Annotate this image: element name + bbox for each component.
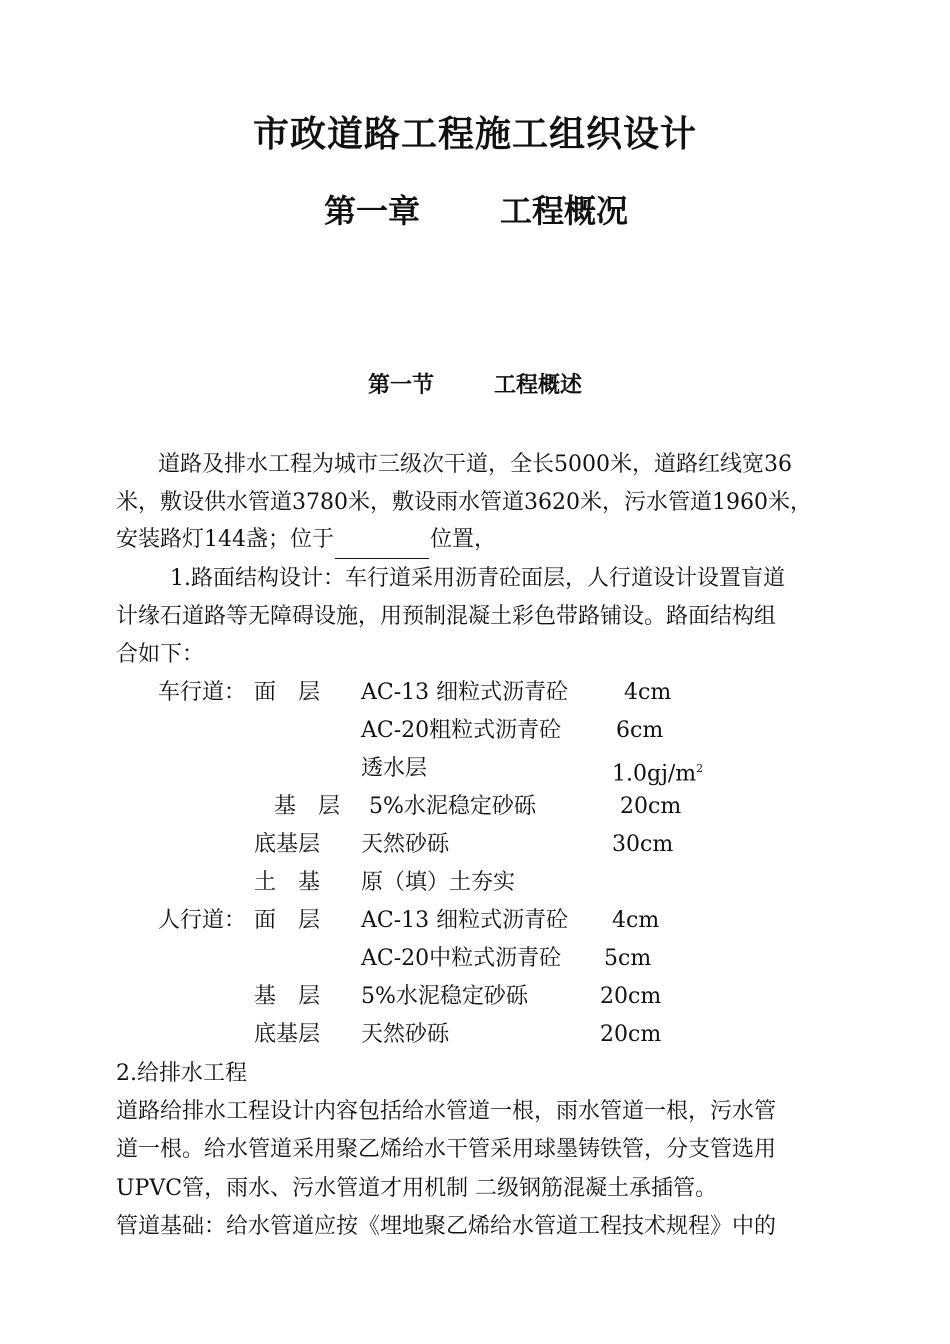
roadway-material: AC-13 细粒式沥青砼 bbox=[361, 680, 569, 705]
drainage-line-2: 道一根。给水管道采用聚乙烯给水干管采用球墨铸铁管，分支管选用 bbox=[116, 1137, 777, 1162]
roadway-thickness bbox=[612, 750, 703, 793]
intro-line-3-prefix: 安装路灯144盏；位于 bbox=[116, 527, 334, 552]
drainage-line-1: 道路给排水工程设计内容包括给水管道一根，雨水管道一根，污水管 bbox=[116, 1099, 777, 1124]
intro-line-2: 米，敷设供水管道3780米，敷设雨水管道3620米，污水管道1960米， bbox=[116, 490, 812, 515]
roadway-material: 透水层 bbox=[361, 756, 428, 781]
roadway-layer: 土 基 bbox=[254, 870, 321, 895]
sidewalk-thickness: 20cm bbox=[600, 984, 662, 1009]
roadway-label: 车行道： bbox=[158, 680, 247, 705]
document-title: 市政道路工程施工组织设计 bbox=[252, 114, 697, 155]
thickness-value: 1.0gj/m bbox=[612, 761, 697, 787]
roadway-thickness: 20cm bbox=[620, 794, 682, 819]
intro-line-3-suffix: 位置， bbox=[430, 527, 497, 552]
sidewalk-material: 天然砂砾 bbox=[361, 1022, 450, 1047]
roadway-material: 天然砂砾 bbox=[361, 832, 450, 857]
location-blank-field bbox=[335, 534, 429, 559]
sidewalk-thickness: 4cm bbox=[612, 908, 660, 933]
section-number: 第一节 bbox=[368, 373, 435, 398]
section-title: 工程概述 bbox=[494, 373, 583, 398]
chapter-title: 工程概况 bbox=[500, 192, 629, 230]
roadway-layer: 基 层 bbox=[274, 794, 341, 819]
sidewalk-layer: 基 层 bbox=[254, 984, 321, 1009]
pavement-line-3: 合如下： bbox=[116, 642, 205, 667]
sidewalk-material: 5%水泥稳定砂砾 bbox=[361, 984, 528, 1009]
roadway-thickness: 6cm bbox=[616, 718, 664, 743]
pavement-line-2: 计缘石道路等无障碍设施，用预制混凝土彩色带路铺设。路面结构组 bbox=[116, 604, 777, 629]
roadway-material: 5%水泥稳定砂砾 bbox=[369, 794, 536, 819]
intro-line-3 bbox=[116, 521, 496, 559]
drainage-line-3: UPVC管，雨水、污水管道才用机制 二级钢筋混凝土承插管。 bbox=[116, 1176, 718, 1201]
roadway-material: 原（填）土夯实 bbox=[361, 870, 516, 895]
unit-superscript: 2 bbox=[696, 762, 704, 775]
roadway-layer: 面 层 bbox=[254, 680, 321, 705]
sidewalk-material: AC-20中粒式沥青砼 bbox=[361, 946, 562, 971]
sidewalk-thickness: 20cm bbox=[600, 1022, 662, 1047]
chapter-number: 第一章 bbox=[324, 192, 421, 230]
drainage-line-4: 管道基础：给水管道应按《埋地聚乙烯给水管道工程技术规程》中的 bbox=[116, 1214, 777, 1239]
sidewalk-layer: 底基层 bbox=[254, 1022, 321, 1047]
pavement-line-1: 1.路面结构设计：车行道采用沥青砼面层，人行道设计设置盲道 bbox=[170, 566, 785, 591]
roadway-thickness: 4cm bbox=[624, 680, 672, 705]
sidewalk-label: 人行道： bbox=[158, 908, 247, 933]
roadway-layer: 底基层 bbox=[254, 832, 321, 857]
sidewalk-thickness: 5cm bbox=[604, 946, 652, 971]
sidewalk-layer: 面 层 bbox=[254, 908, 321, 933]
drainage-heading: 2.给排水工程 bbox=[116, 1061, 247, 1086]
roadway-thickness: 30cm bbox=[612, 832, 674, 857]
roadway-material: AC-20粗粒式沥青砼 bbox=[361, 718, 562, 743]
intro-line-1: 道路及排水工程为城市三级次干道，全长5000米，道路红线宽36 bbox=[158, 452, 792, 477]
sidewalk-material: AC-13 细粒式沥青砼 bbox=[361, 908, 569, 933]
